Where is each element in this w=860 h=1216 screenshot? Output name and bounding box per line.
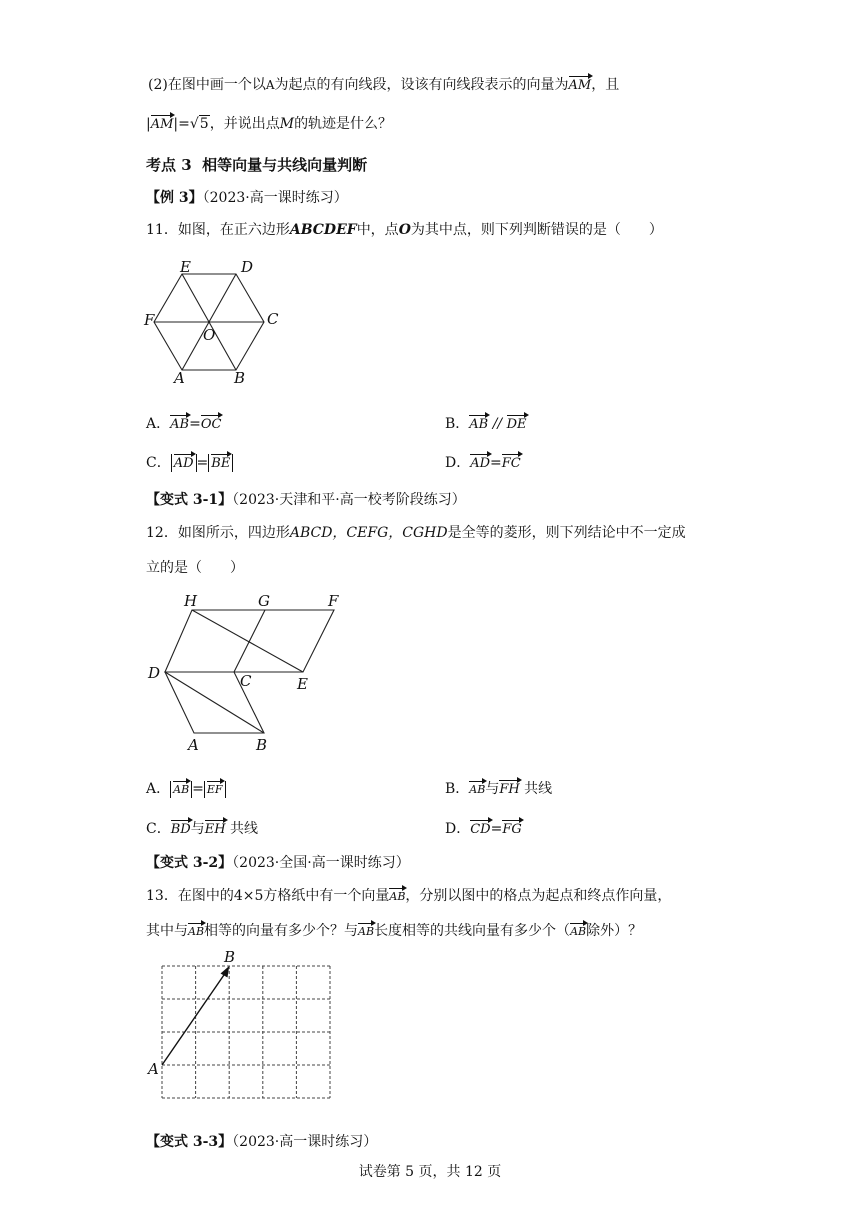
variant-3-3-header: 【变式 3-3】（2023·高一课时练习） <box>146 1134 378 1150</box>
example-3-header: 【例 3】（2023·高一课时练习） <box>146 190 348 206</box>
rhombus-figure <box>140 590 370 756</box>
question-13-line2: 其中与AB相等的向量有多少个？与AB长度相等的共线向量有多少个（AB除外）？ <box>146 923 643 939</box>
rhombus-label-g: G <box>258 592 270 610</box>
q12-option-d[interactable]: D．CD=FG <box>445 821 522 837</box>
hex-label-d: D <box>241 258 254 276</box>
rhombus-label-b: B <box>256 736 268 754</box>
q12-option-b[interactable]: B．AB与FH 共线 <box>445 781 553 797</box>
q12-option-c[interactable]: C．BD与EH 共线 <box>146 821 258 837</box>
q11-option-b[interactable]: B．AB // DE <box>445 416 527 432</box>
hex-label-b: B <box>234 369 246 387</box>
question-12-line2: 立的是（ ） <box>146 560 244 576</box>
hex-label-a: A <box>174 369 185 387</box>
grid-label-a: A <box>148 1060 159 1078</box>
rhombus-label-e: E <box>297 675 308 693</box>
hexagon-figure <box>140 252 290 388</box>
rhombus-label-h: H <box>184 592 198 610</box>
question-11-stem: 11．如图，在正六边形ABCDEF中，点O为其中点，则下列判断错误的是（ ） <box>146 222 663 238</box>
hex-label-c: C <box>267 310 279 328</box>
grid-figure <box>140 948 340 1104</box>
q10-part2-line1: (2)在图中画一个以A为起点的有向线段，设该有向线段表示的向量为AM，且 <box>148 77 620 93</box>
section-heading: 考点 3 相等向量与共线向量判断 <box>146 156 368 174</box>
hex-label-e: E <box>180 258 191 276</box>
variant-3-1-header: 【变式 3-1】（2023·天津和平·高一校考阶段练习） <box>146 492 466 508</box>
vector-am: AM <box>568 78 592 93</box>
vector-am-abs: AM <box>150 117 174 132</box>
q11-option-a[interactable]: A．AB=OC <box>146 416 222 432</box>
question-12-line1: 12．如图所示，四边形ABCD，CEFG，CGHD是全等的菱形，则下列结论中不一定成 <box>146 525 686 541</box>
rhombus-label-f: F <box>328 592 339 610</box>
grid-label-b: B <box>224 948 236 966</box>
rhombus-label-a: A <box>188 736 199 754</box>
arrowhead-icon <box>221 966 230 978</box>
q11-option-d[interactable]: D．AD=FC <box>445 455 521 471</box>
page-footer: 试卷第 5 页，共 12 页 <box>358 1164 502 1180</box>
rhombus-label-c: C <box>240 672 252 690</box>
q11-option-c[interactable]: C． AD = BE <box>146 452 233 472</box>
q12-option-a[interactable]: A． AB = EF <box>146 778 226 798</box>
hex-label-o: O <box>203 326 216 344</box>
question-13-line1: 13．在图中的4×5方格纸中有一个向量AB，分别以图中的格点为起点和终点作向量， <box>146 888 672 904</box>
variant-3-2-header: 【变式 3-2】（2023·全国·高一课时练习） <box>146 855 410 871</box>
rhombus-label-d: D <box>148 664 161 682</box>
q10-part2-line2: |AM|=√5，并说出点M的轨迹是什么？ <box>146 116 393 132</box>
hex-label-f: F <box>144 311 155 329</box>
